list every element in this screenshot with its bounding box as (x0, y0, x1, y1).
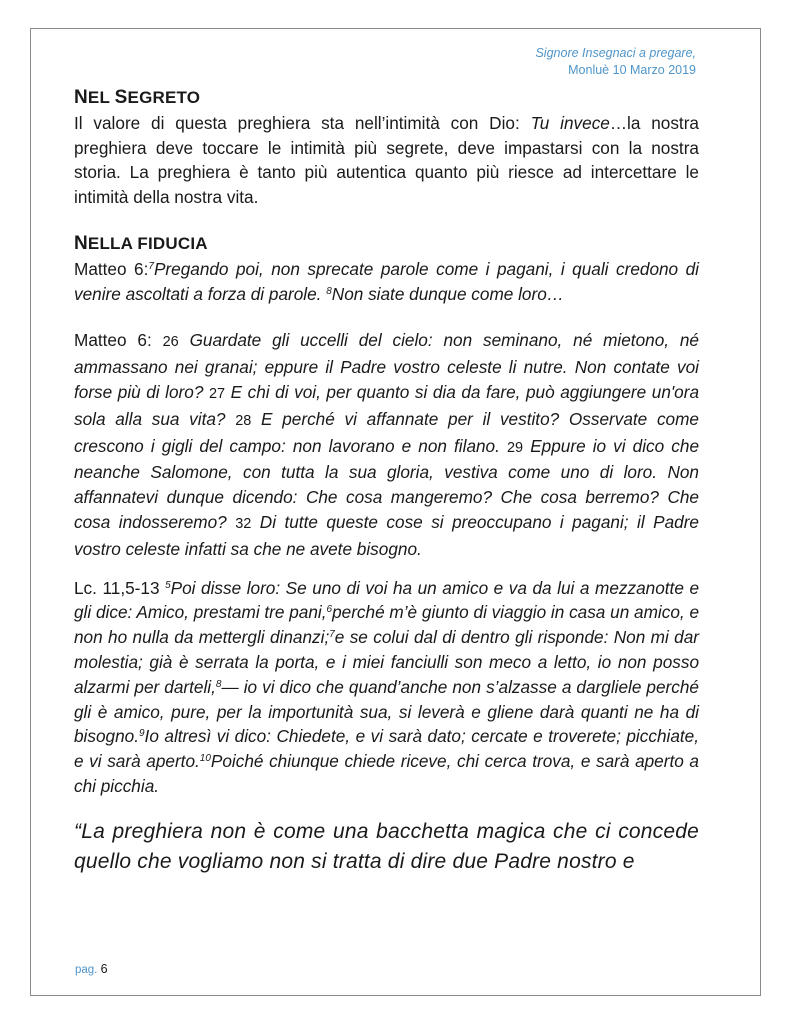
section-title-nella-fiducia: NELLA FIDUCIA (74, 232, 208, 254)
paragraph-matteo-6-26: Matteo 6: 26 Guardate gli uccelli del cielo: non seminano, né mietono, né ammassano nei granai; eppure il Padre vostro celeste li nutre. Non contate voi forse più di loro? 27 E chi di voi, per quanto si dia da fare, può aggiungere un'ora sola alla sua vita? 28 E perché vi affannate per il vestito? Osservate come crescono i gigli del campo: non lavorano e non filano. 29 Eppure io vi dico che neanche Salomone, con tutta la sua gloria, vestiva come uno di loro. Non affannatevi dunque dicendo: Che cosa mangeremo? Che cosa berremo? Che cosa indosseremo? 32 Di tutte queste cose si preoccupano i pagani; il Padre vostro celeste infatti sa che ne avete bisogno. (74, 330, 700, 559)
paragraph-luca-11: Lc. 11,5-13 $^5$Poi disse loro: Se uno di voi ha un amico e va da lui a mezzanotte e gli dice: Amico, prestami tre pani,$^6$perché m’è giunto di viaggio in casa un amico, e non ho nulla da mettergli dinanzi;$^7$e se colui dal di dentro gli risponde: Non mi dar molestia; già è serrata la porta, e i miei fanciulli son meco a letto, io non posso alzarmi per darteli,$^8$— io vi dico che quand’anche non s’alzasse a dargliele perché gli è amico, pure, per la importunità sua, si leverà e gliene darà quanti ne ha di bisogno.$^9$Io altresì vi dico: Chiedete, e vi sarà dato; cercate e troverete; picchiate, e vi sarà aperto.$^{10}$Poiché chiunque chiede riceve, chi cerca trova, e sarà aperto a chi picchia. (74, 577, 700, 796)
quote-preghiera: “La preghiera non è come una bacchetta magica che ci concede quello che vogliamo non si tratta di dire due Padre nostro e (74, 819, 699, 873)
section-title-nel-segreto: NEL SEGRETO (74, 87, 201, 108)
page-footer (75, 962, 108, 976)
paragraph-matteo-6-7: Matteo 6:$^7$Pregando poi, non sprecate parole come i pagani, i quali credono di venire ascoltati a forza di parole. $^8$Non siate dunque come loro… (74, 258, 700, 304)
page-number: 6 (100, 962, 108, 976)
document-body (74, 86, 699, 877)
header-date: Monluè 10 Marzo 2019 (568, 63, 696, 77)
header-title: Signore Insegnaci a pregare, (535, 46, 696, 60)
paragraph-nel-segreto: Il valore di questa preghiera sta nell’intimità con Dio: Tu invece…la nostra preghiera deve toccare le intimità più segrete, deve impastarsi con la nostra storia. La preghiera è tanto più autentica quanto più riesce ad intercettare le intimità della nostra vita. (74, 112, 699, 208)
page-label: pag. (75, 964, 101, 976)
page-header (535, 45, 696, 79)
